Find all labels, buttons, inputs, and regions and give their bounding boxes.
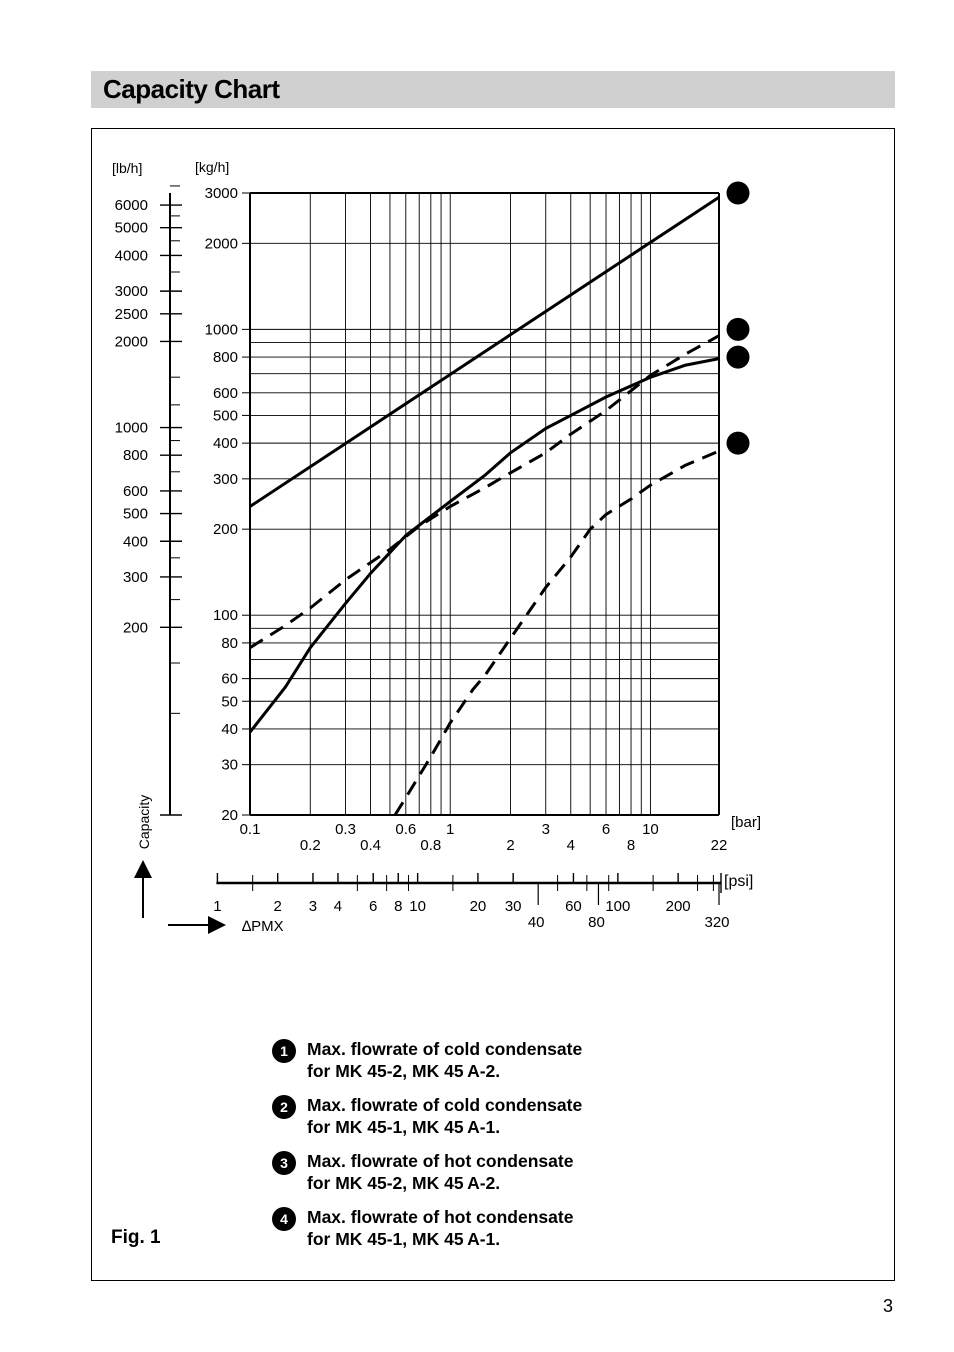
y-axis-label: Capacity [136,794,152,850]
legend-line-2: for MK 45-1, MK 45 A-1. [307,1117,501,1137]
y-tick-label: 50 [221,693,238,711]
legend-item [272,1094,582,1138]
x-tick-label: 8 [626,837,636,854]
y2-tick-label: 500 [122,505,148,523]
y-axis-unit: [kg/h] [195,159,230,175]
y-tick-label: 40 [221,720,238,738]
x-axis-unit: [bar] [731,814,762,831]
legend [272,1038,582,1262]
y-tick-label: 2000 [204,235,238,253]
x-tick-label: 0.8 [420,837,442,854]
y2-tick-label: 300 [122,568,148,586]
legend-text [307,1094,582,1138]
x2-tick-label: 200 [665,898,691,915]
x-tick-label: 0.4 [360,837,381,854]
y2-axis-unit: [lb/h] [112,160,143,176]
x-tick-label: 0.3 [335,821,356,838]
y2-tick-label: 2500 [114,305,148,323]
legend-text [307,1038,582,1082]
x2-tick-label: 1 [213,898,222,915]
legend-line-1: Max. flowrate of hot condensate [307,1151,574,1171]
y2-tick-label: 400 [122,533,148,551]
y-tick-label: 100 [212,607,238,625]
legend-item [272,1038,582,1082]
x-tick-label: 0.2 [299,837,321,854]
legend-line-2: for MK 45-2, MK 45 A-2. [307,1173,501,1193]
y-tick-label: 800 [212,349,238,367]
y-tick-label: 300 [212,470,238,488]
page-number: 3 [883,1296,894,1316]
y-tick-label: 80 [221,634,238,652]
x2-tick-label: 80 [588,914,605,931]
x-axis-label: ∆PMX [242,918,284,935]
x2-tick-label: 320 [704,914,730,931]
x-tick-label: 0.1 [239,821,261,838]
legend-item [272,1206,582,1250]
x-tick-label: 0.6 [395,821,417,838]
y-tick-label: 200 [212,521,238,539]
legend-line-1: Max. flowrate of cold condensate [307,1095,583,1115]
legend-number-badge: 2 [272,1095,296,1119]
y-tick-label: 1000 [204,321,238,339]
y2-tick-label: 600 [122,482,148,500]
y2-tick-label: 200 [122,619,148,637]
y2-tick-label: 6000 [114,197,148,215]
chart-grid [250,193,719,815]
x2-tick-label: 2 [273,898,282,915]
y2-tick-label: 800 [122,447,148,465]
series-marker-label-3: 3 [734,349,742,366]
y-tick-label: 400 [212,435,238,453]
x2-tick-label: 60 [565,898,582,915]
x2-tick-label: 10 [409,898,426,915]
legend-text [307,1150,573,1194]
y2-tick-label: 1000 [114,419,148,437]
series-marker-label-2: 2 [734,321,742,338]
x2-tick-label: 30 [504,898,522,915]
arrow-up-icon [134,860,152,878]
y-tick-label: 3000 [204,185,238,202]
y2-tick-label: 4000 [114,247,148,265]
series-line-3 [250,359,719,732]
y2-tick-label: 3000 [114,283,148,301]
series-line-2 [250,336,719,648]
figure-label: Fig. 1 [111,1227,161,1248]
y-tick-label: 20 [221,807,238,824]
x-tick-label: 3 [541,821,550,838]
x2-tick-label: 8 [394,898,403,915]
x-tick-label: 6 [601,821,611,838]
page-title: Capacity Chart [103,74,280,104]
x-tick-label: 1 [446,821,455,838]
y2-tick-label: 2000 [114,333,148,351]
legend-number-badge: 4 [272,1207,296,1231]
x-tick-label: 10 [642,821,659,838]
legend-line-2: for MK 45-1, MK 45 A-1. [307,1229,501,1249]
y-tick-label: 500 [212,407,238,425]
x2-tick-label: 40 [527,914,545,931]
x-tick-label: 2 [506,837,515,854]
chart-tick-labels [112,159,761,935]
chart-series-markers [727,182,750,455]
legend-text [307,1206,573,1250]
x-tick-label: 22 [710,837,728,854]
x2-tick-label: 6 [369,898,378,915]
y2-tick-label: 5000 [114,219,148,237]
y-tick-label: 600 [212,384,238,402]
series-marker-label-4: 4 [734,435,742,452]
x2-tick-label: 4 [333,898,343,915]
legend-number-badge: 1 [272,1039,296,1063]
x2-tick-label: 3 [308,898,318,915]
legend-line-1: Max. flowrate of hot condensate [307,1207,574,1227]
legend-item [272,1150,582,1194]
y-tick-label: 30 [221,756,238,774]
chart-series [250,197,719,815]
y-tick-label: 60 [221,670,238,688]
legend-line-1: Max. flowrate of cold condensate [307,1039,583,1059]
x2-tick-label: 20 [469,898,487,915]
x-tick-label: 4 [566,837,575,854]
x2-tick-label: 100 [605,898,631,915]
x2-axis-unit: [psi] [724,873,754,890]
legend-number-badge: 3 [272,1151,296,1175]
legend-line-2: for MK 45-2, MK 45 A-2. [307,1061,501,1081]
series-marker-label-1: 1 [734,185,742,201]
arrow-right-icon [208,916,226,934]
